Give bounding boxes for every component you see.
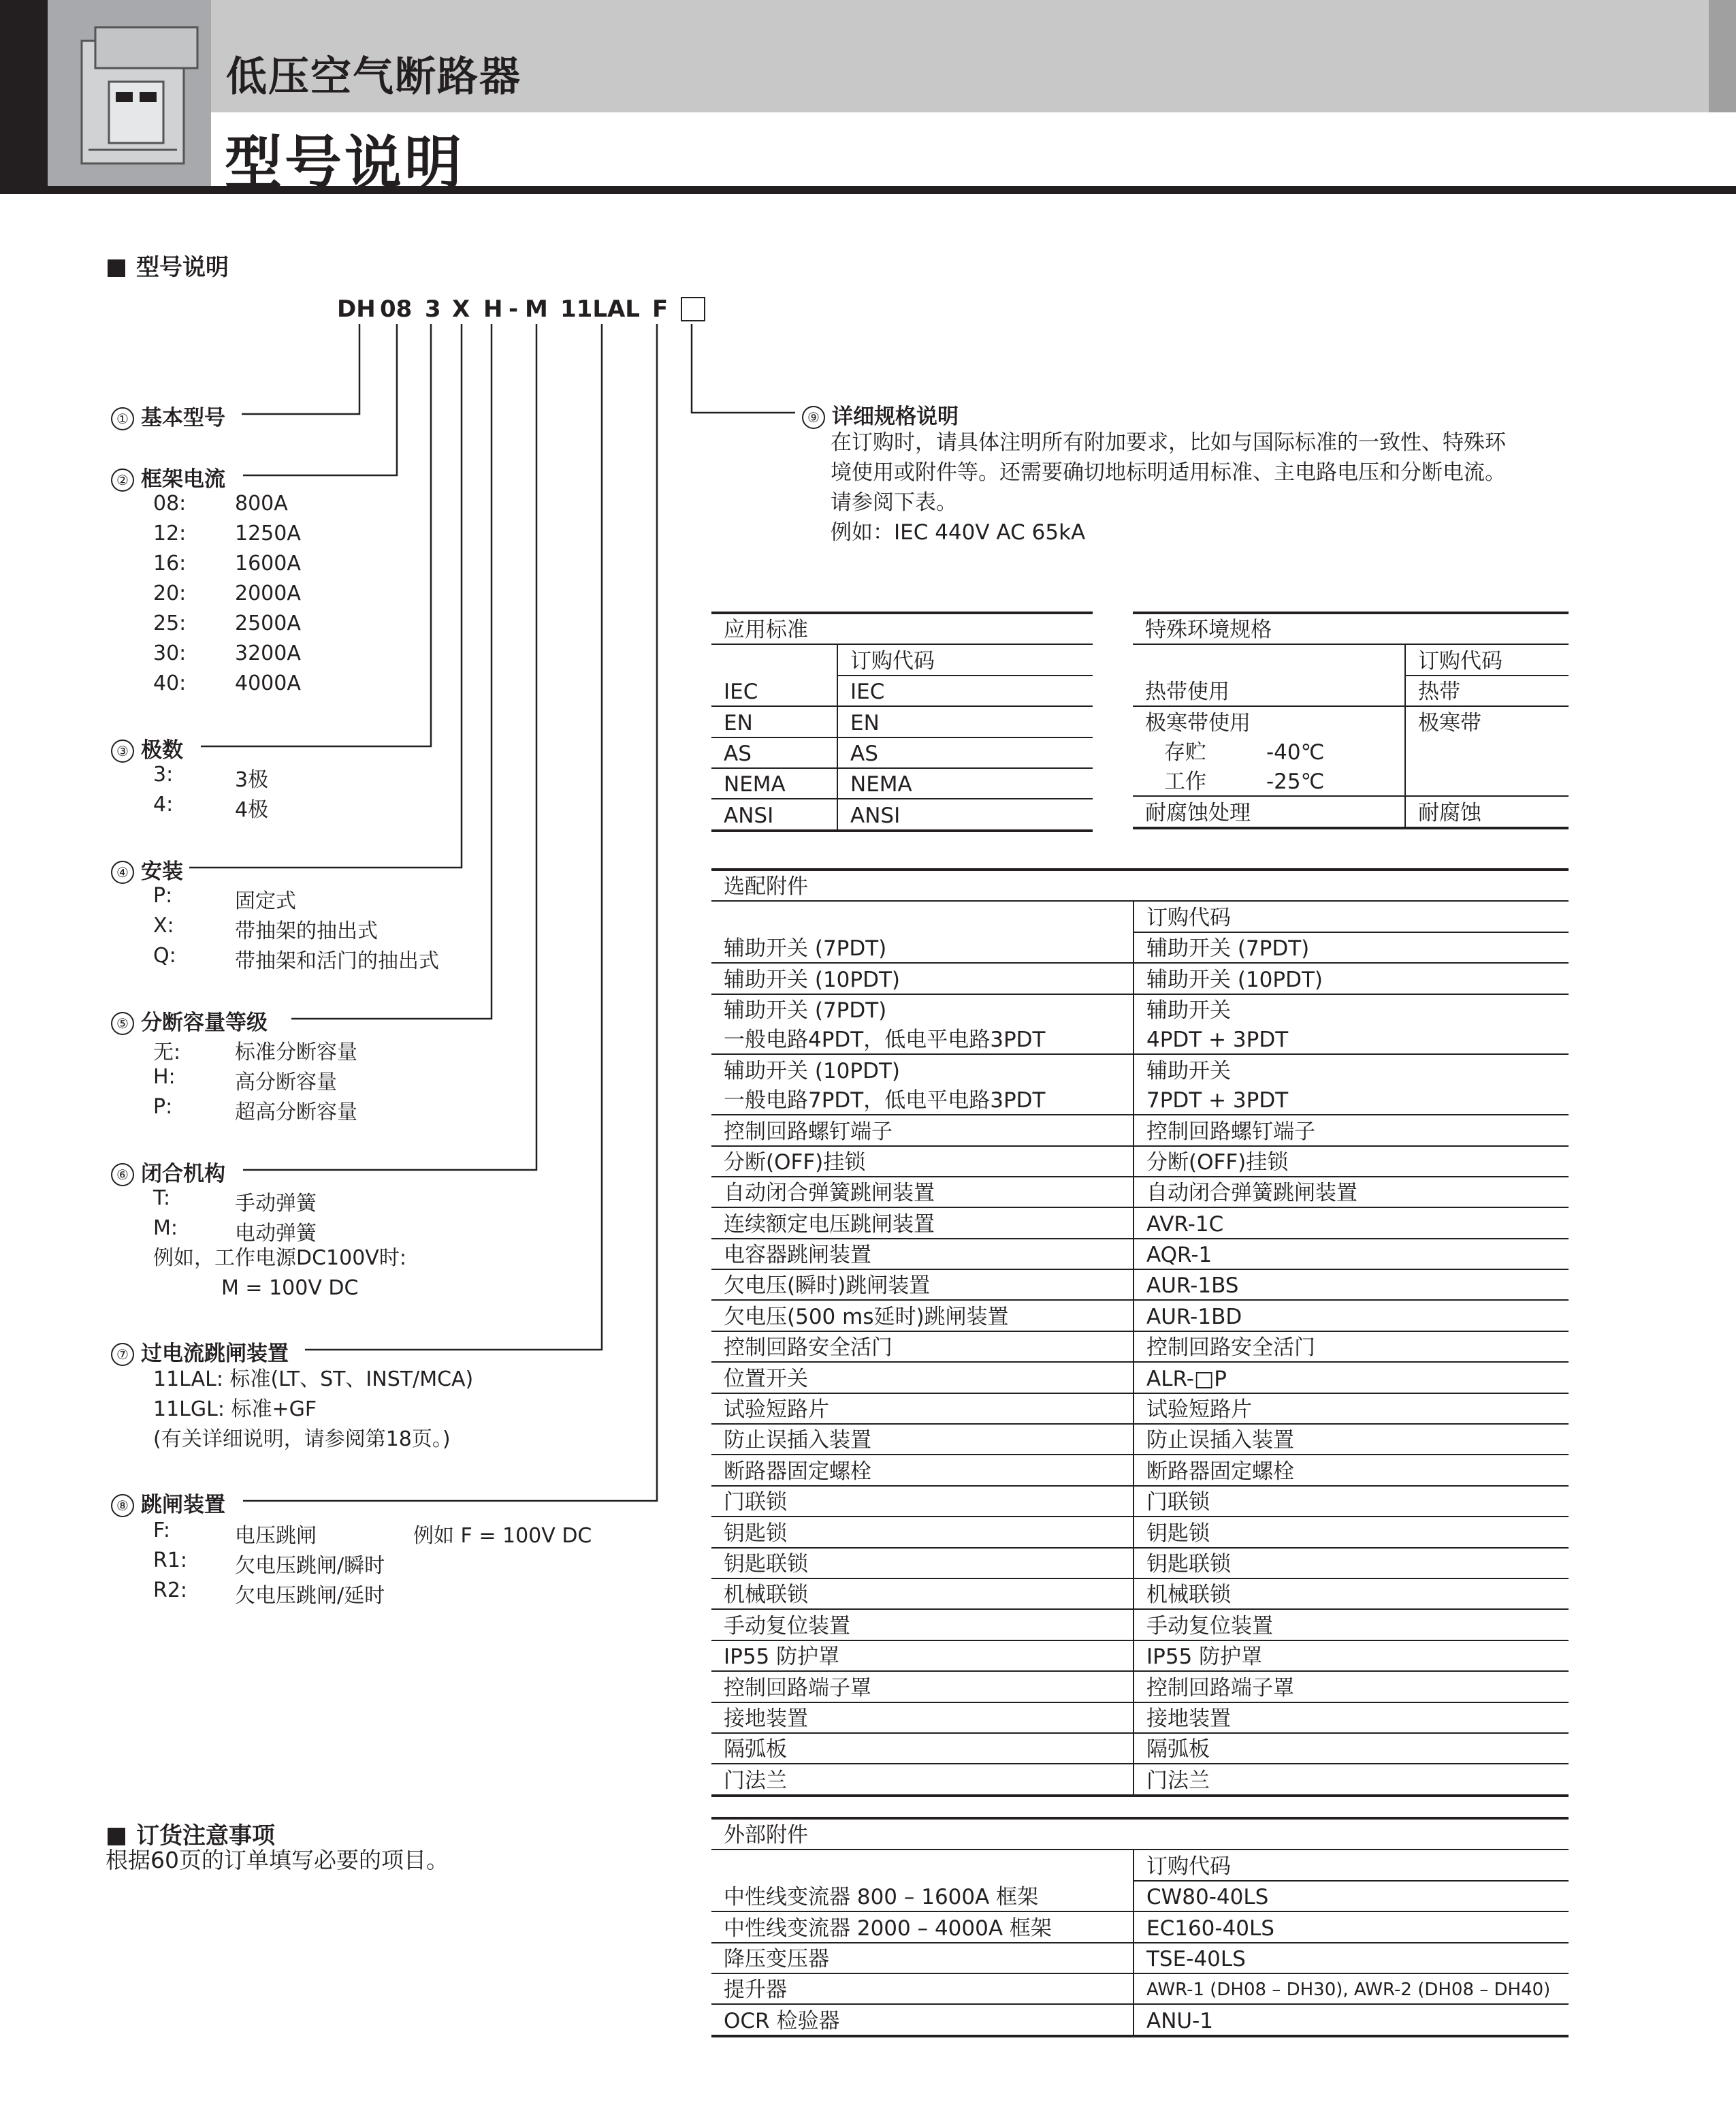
frame-code: 20: (153, 582, 187, 605)
page-subtitle: 型号说明 (225, 129, 465, 196)
item-9-heading: ⑨ 详细规格说明 (802, 399, 959, 430)
external-code: AWR-1 (DH08 – DH30), AWR-2 (DH08 – DH40) (1134, 1973, 1569, 2004)
item-5-heading: ⑤ 分断容量等级 (111, 1005, 268, 1036)
options-cell: 电容器跳闸装置 (711, 1239, 1134, 1269)
options-code: 防止误插入装置 (1134, 1424, 1569, 1455)
code-part-frame: 08 (380, 296, 413, 323)
detail-line: 在订购时，请具体注明所有附加要求，比如与国际标准的一致性、特殊环 (831, 430, 1506, 455)
capacity-code: 无: (153, 1041, 181, 1064)
external-code: CW80-40LS (1134, 1881, 1569, 1911)
options-code: 接地装置 (1134, 1702, 1569, 1733)
poles-value: 3极 (235, 768, 269, 792)
closing-value: 手动弹簧 (235, 1192, 317, 1216)
item-2-heading: ② 框架电流 (111, 462, 225, 492)
standards-cell: IEC (711, 676, 837, 706)
options-cell: 辅助开关 (7PDT) (711, 932, 1134, 963)
poles-code: 3: (153, 763, 174, 787)
external-code: ANU-1 (1134, 2004, 1569, 2035)
closing-code: M: (153, 1216, 178, 1240)
trip-value: 电压跳闸 (235, 1524, 317, 1548)
install-value: 带抽架和活门的抽出式 (235, 949, 439, 973)
section-heading-model: 型号说明 (108, 249, 229, 282)
options-cell: 一般电路7PDT，低电平电路3PDT (711, 1085, 1134, 1115)
environment-cell: 热带使用 (1133, 676, 1405, 706)
capacity-value: 超高分断容量 (235, 1100, 357, 1124)
options-code: 手动复位装置 (1134, 1609, 1569, 1640)
options-cell: 一般电路4PDT，低电平电路3PDT (711, 1024, 1134, 1054)
external-code: TSE-40LS (1134, 1943, 1569, 1973)
options-cell: 自动闭合弹簧跳闸装置 (711, 1177, 1134, 1207)
options-cell: 门联锁 (711, 1486, 1134, 1517)
frame-code: 25: (153, 612, 187, 635)
frame-value: 1250A (235, 522, 301, 545)
item-6-heading: ⑥ 闭合机构 (111, 1156, 225, 1187)
environment-table (1133, 612, 1569, 829)
section-heading-order: 订货注意事项 (108, 1817, 275, 1850)
options-code: 试验短路片 (1134, 1393, 1569, 1424)
capacity-value: 标准分断容量 (235, 1041, 357, 1064)
environment-code-header: 订购代码 (1405, 644, 1569, 675)
options-code: 辅助开关 (10PDT) (1134, 963, 1569, 994)
code-part-dh: DH (337, 296, 376, 323)
options-code: 断路器固定螺栓 (1134, 1455, 1569, 1485)
options-code: 门联锁 (1134, 1486, 1569, 1517)
options-cell: 隔弧板 (711, 1733, 1134, 1764)
options-code: 机械联锁 (1134, 1578, 1569, 1609)
item-7-heading: ⑦ 过电流跳闸装置 (111, 1336, 289, 1367)
options-code: IP55 防护罩 (1134, 1640, 1569, 1671)
capacity-value: 高分断容量 (235, 1070, 337, 1094)
external-cell: OCR 检验器 (711, 2004, 1134, 2035)
standards-code: NEMA (837, 768, 1093, 799)
options-code: AVR-1C (1134, 1207, 1569, 1238)
standards-code-header: 订购代码 (837, 644, 1093, 675)
options-cell: 辅助开关 (10PDT) (724, 1058, 900, 1083)
external-cell: 降压变压器 (711, 1943, 1134, 1973)
trip-example: 例如 F = 100V DC (413, 1524, 592, 1548)
options-cell: 钥匙联锁 (711, 1548, 1134, 1578)
item-1-heading: ① 基本型号 (111, 400, 225, 431)
code-part-dash: - (509, 296, 519, 323)
options-code: 辅助开关 (7PDT) (1134, 932, 1569, 963)
options-code: AUR-1BS (1134, 1269, 1569, 1300)
options-code: 7PDT + 3PDT (1134, 1085, 1569, 1115)
ocr-line: 11LGL: 标准+GF (153, 1397, 317, 1421)
environment-code: 耐腐蚀 (1405, 796, 1569, 827)
standards-cell: ANSI (711, 799, 837, 830)
detail-example: 例如：IEC 440V AC 65kA (831, 520, 1086, 545)
options-cell: 欠电压(瞬时)跳闸装置 (711, 1269, 1134, 1300)
standards-cell: AS (711, 737, 837, 768)
options-code: 辅助开关 (1134, 1054, 1569, 1084)
options-cell: 钥匙锁 (711, 1517, 1134, 1547)
item-4-heading: ④ 安装 (111, 854, 183, 885)
options-code: 控制回路螺钉端子 (1134, 1115, 1569, 1145)
options-cell: 分断(OFF)挂锁 (711, 1146, 1134, 1177)
external-cell: 中性线变流器 800 – 1600A 框架 (711, 1881, 1134, 1911)
options-code: AQR-1 (1134, 1239, 1569, 1269)
page-title: 低压空气断路器 (226, 53, 521, 101)
options-cell: 接地装置 (711, 1702, 1134, 1733)
options-code: 控制回路安全活门 (1134, 1331, 1569, 1362)
options-code: 自动闭合弹簧跳闸装置 (1134, 1177, 1569, 1207)
standards-table (711, 612, 1093, 832)
environment-code: 极寒带 (1405, 706, 1569, 736)
install-code: Q: (153, 944, 176, 968)
options-cell: 门法兰 (711, 1764, 1134, 1795)
frame-code: 12: (153, 522, 187, 545)
item-8-heading: ⑧ 跳闸装置 (111, 1487, 225, 1518)
frame-value: 1600A (235, 552, 301, 575)
trip-value: 欠电压跳闸/延时 (235, 1584, 385, 1608)
options-code: ALR-□P (1134, 1362, 1569, 1393)
options-code: 钥匙联锁 (1134, 1548, 1569, 1578)
trip-code: R2: (153, 1578, 188, 1602)
closing-example-value: M = 100V DC (221, 1276, 359, 1300)
frame-value: 2500A (235, 612, 301, 635)
trip-value: 欠电压跳闸/瞬时 (235, 1554, 385, 1578)
options-cell: 控制回路螺钉端子 (711, 1115, 1134, 1145)
options-code: 分断(OFF)挂锁 (1134, 1146, 1569, 1177)
options-cell: 连续额定电压跳闸装置 (711, 1207, 1134, 1238)
options-code-header: 订购代码 (1134, 901, 1569, 932)
install-value: 带抽架的抽出式 (235, 919, 378, 943)
frame-code: 30: (153, 641, 187, 665)
frame-code: 40: (153, 671, 187, 695)
external-code-header: 订购代码 (1134, 1850, 1569, 1880)
external-title: 外部附件 (711, 1818, 1569, 1850)
detail-line: 境使用或附件等。还需要确切地标明适用标准、主电路电压和分断电流。 (831, 460, 1506, 485)
capacity-code: P: (153, 1095, 173, 1119)
trip-code: F: (153, 1519, 171, 1542)
options-cell: 欠电压(500 ms延时)跳闸装置 (711, 1300, 1134, 1331)
external-table (711, 1817, 1569, 2037)
environment-operation: 工作 -25℃ (1133, 766, 1405, 796)
options-cell: 辅助开关 (7PDT) (724, 998, 887, 1023)
external-code: EC160-40LS (1134, 1911, 1569, 1942)
closing-value: 电动弹簧 (235, 1222, 317, 1245)
capacity-code: H: (153, 1065, 176, 1089)
environment-title: 特殊环境规格 (1133, 613, 1569, 644)
standards-code: IEC (837, 676, 1093, 706)
item-3-heading: ③ 极数 (111, 733, 183, 763)
ocr-line: 11LAL: 标准(LT、ST、INST/MCA) (153, 1367, 474, 1391)
ocr-note: (有关详细说明，请参阅第18页。) (153, 1427, 451, 1451)
options-cell: 防止误插入装置 (711, 1424, 1134, 1455)
poles-code: 4: (153, 793, 174, 816)
frame-value: 3200A (235, 641, 301, 665)
options-code: 辅助开关 (1134, 994, 1569, 1024)
options-code: 钥匙锁 (1134, 1517, 1569, 1547)
poles-value: 4极 (235, 798, 269, 822)
standards-title: 应用标准 (711, 613, 1093, 644)
environment-code: 热带 (1405, 676, 1569, 706)
standards-code: EN (837, 706, 1093, 737)
options-cell: 机械联锁 (711, 1578, 1134, 1609)
install-code: X: (153, 914, 174, 938)
order-notes-text: 根据60页的订单填写必要的项目。 (106, 1847, 449, 1873)
standards-cell: NEMA (711, 768, 837, 799)
standards-code: AS (837, 737, 1093, 768)
install-code: P: (153, 884, 173, 908)
options-code: 门法兰 (1134, 1764, 1569, 1795)
code-part-install: X (452, 296, 470, 323)
code-part-ocr: 11LAL (560, 296, 640, 323)
code-part-poles: 3 (425, 296, 441, 323)
external-cell: 中性线变流器 2000 – 4000A 框架 (711, 1911, 1134, 1942)
frame-value: 800A (235, 492, 288, 515)
code-part-trip: F (652, 296, 669, 323)
environment-cell: 极寒带使用 (1145, 710, 1251, 735)
closing-example: 例如，工作电源DC100V时: (153, 1246, 406, 1270)
options-cell: 控制回路端子罩 (711, 1671, 1134, 1702)
options-cell: IP55 防护罩 (711, 1640, 1134, 1671)
options-code: 隔弧板 (1134, 1733, 1569, 1764)
options-cell: 辅助开关 (10PDT) (711, 963, 1134, 994)
frame-value: 2000A (235, 582, 301, 605)
external-cell: 提升器 (711, 1973, 1134, 2004)
options-table (711, 868, 1569, 1797)
options-cell: 试验短路片 (711, 1393, 1134, 1424)
options-title: 选配附件 (711, 870, 1569, 901)
frame-code: 08: (153, 492, 187, 515)
environment-storage: 存贮 -40℃ (1164, 740, 1325, 765)
options-cell: 断路器固定螺栓 (711, 1455, 1134, 1485)
options-code: 控制回路端子罩 (1134, 1671, 1569, 1702)
install-value: 固定式 (235, 889, 296, 913)
standards-code: ANSI (837, 799, 1093, 830)
options-cell: 位置开关 (711, 1362, 1134, 1393)
environment-cell: 耐腐蚀处理 (1133, 796, 1405, 827)
options-cell: 手动复位装置 (711, 1609, 1134, 1640)
detail-line: 请参阅下表。 (831, 490, 957, 515)
code-part-capacity: H (483, 296, 503, 323)
options-code: 4PDT + 3PDT (1134, 1024, 1569, 1054)
frame-code: 16: (153, 552, 187, 575)
trip-code: R1: (153, 1549, 188, 1572)
code-part-closing: M (525, 296, 548, 323)
standards-cell: EN (711, 706, 837, 737)
frame-value: 4000A (235, 671, 301, 695)
closing-code: T: (153, 1186, 171, 1210)
options-cell: 控制回路安全活门 (711, 1331, 1134, 1362)
options-code: AUR-1BD (1134, 1300, 1569, 1331)
